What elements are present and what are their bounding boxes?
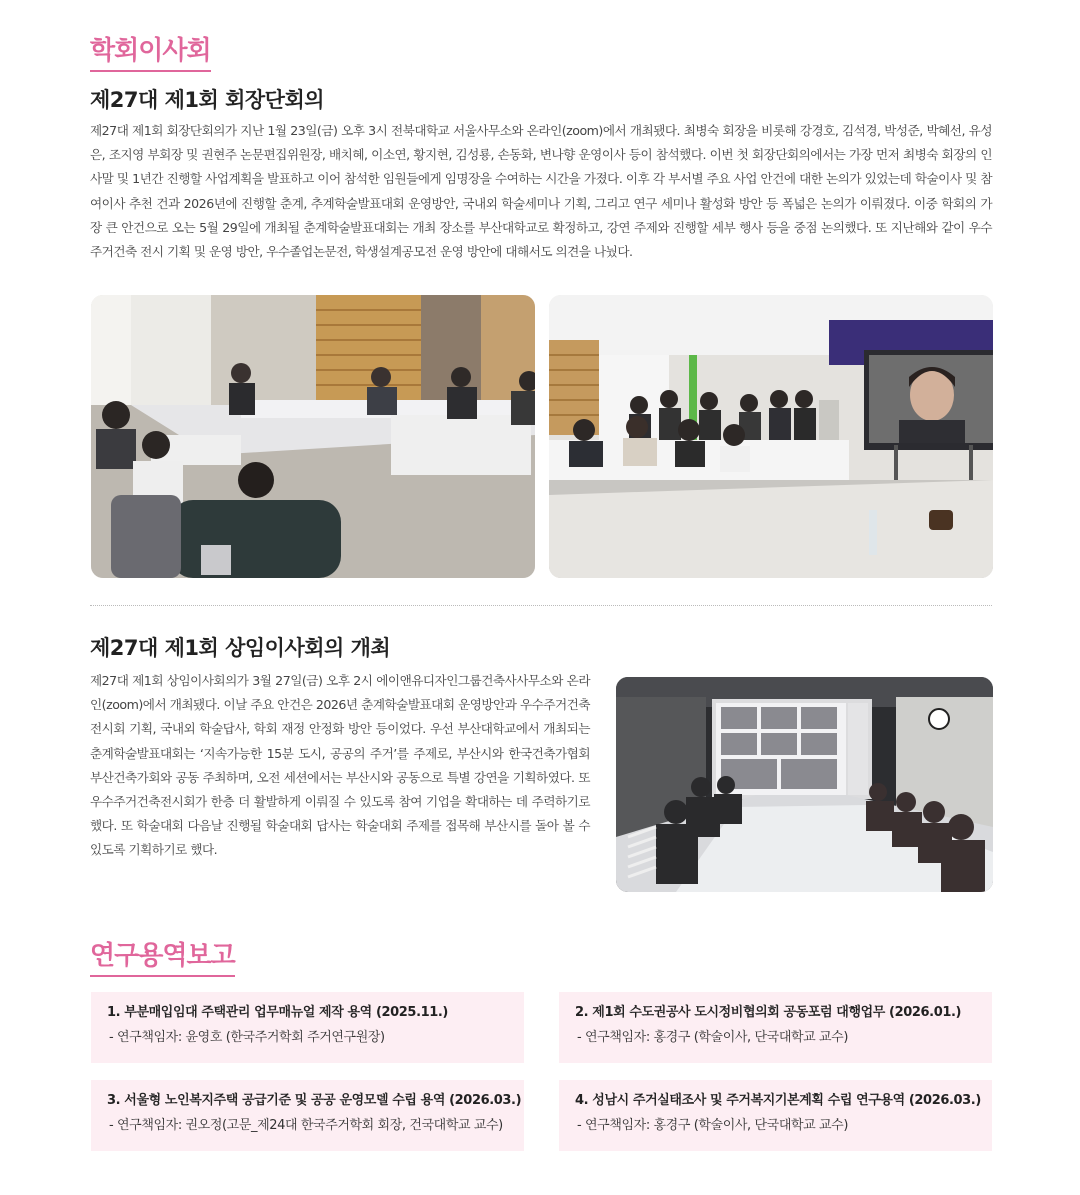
research-item-4 (559, 1080, 992, 1151)
meeting-photo-2 (549, 295, 993, 578)
research-item-3 (91, 1080, 524, 1151)
meeting-photo-1 (91, 295, 535, 578)
article-title-2: 제27대 제1회 상임이사회의 개최 (90, 636, 391, 660)
section-title-research: 연구용역보고 (90, 935, 235, 977)
research-item-manager: - 연구책임자: 권오정(고문_제24대 한국주거학회 회장, 건국대학교 교수) (109, 1118, 503, 1133)
research-item-title: 1. 부분매입임대 주택관리 업무매뉴얼 제작 용역 (2025.11.) (107, 1005, 448, 1020)
article-title-1: 제27대 제1회 회장단회의 (90, 88, 325, 112)
research-item-manager: - 연구책임자: 홍경구 (학술이사, 단국대학교 교수) (577, 1030, 849, 1045)
section-title-board: 학회이사회 (90, 30, 211, 72)
research-item-1 (91, 992, 524, 1063)
research-item-2 (559, 992, 992, 1063)
research-item-manager: - 연구책임자: 윤영호 (한국주거학회 주거연구원장) (109, 1030, 385, 1045)
article-body-1: 제27대 제1회 회장단회의가 지난 1월 23일(금) 오후 3시 전북대학교 서울사무소와 온라인(zoom)에서 개최됐다. 최병숙 회장을 비롯해 강경호, 김석경, 박성준, 박혜선, 유성은, 조지영 부회장 및 권현주 논문편집위원장, 배치혜, 이소연, 황지현, 김성룡, 손동화, 변나향 운영이사 등이 참석했다. 이번 첫 회장단회의에서는 가장 먼저 최병숙 회장의 인사말 및 1년간 진행할 사업계획을 발표하고 이어 참석한 임원들에게 임명장을 수여하는 시간을 가졌다. 이후 각 부서별 주요 사업 안건에 대한 논의가 있었는데 학술이사 및 참여이사 추천 건과 2026년에 진행할 춘계, 추계학술발표대회 운영방안, 국내외 학술세미나 기획, 그리고 연구 세미나 활성화 방안 등 폭넓은 논의가 이뤄졌다. 이중 학회의 가장 큰 안건으로 오는 5월 29일에 개최될 춘계학술발표대회는 개최 장소를 부산대학교로 확정하고, 강연 주제와 진행할 세부 행사 등을 중점 논의했다. 또 지난해와 같이 우수주거건축 전시 기획 및 운영 방안, 우수졸업논문전, 학생설계공모전 운영 방안에 대해서도 의견을 나눴다. (90, 123, 993, 260)
section-divider (90, 605, 992, 606)
article-body-2: 제27대 제1회 상임이사회의가 3월 27일(금) 오후 2시 에이앤유디자인그룹건축사사무소와 온라인(zoom)에서 개최됐다. 이날 주요 안건은 2026년 춘계학술발표대회 운영방안과 우수주거건축전시회 기획, 국내외 학술답사, 학회 재정 안정화 방안 등이었다. 우선 부산대학교에서 개최되는 춘계학술발표대회는 ‘지속가능한 15분 도시, 공공의 주거’를 주제로, 부산시와 한국건축가협회부산건축가회와 공동 주최하며, 오전 세션에서는 부산시와 공동으로 특별 강연을 기획하였다. 또 우수주거건축전시회가 한층 더 활발하게 이뤄질 수 있도록 참여 기업을 확대하는 데 주력하기로 했다. 또 학술대회 다음날 진행될 학술대회 답사는 학술대회 주제를 접목해 부산시를 돌아 볼 수 있도록 기획하기로 했다. (90, 673, 590, 858)
research-item-manager: - 연구책임자: 홍경구 (학술이사, 단국대학교 교수) (577, 1118, 849, 1133)
research-item-title: 4. 성남시 주거실태조사 및 주거복지기본계획 수립 연구용역 (2026.03.) (575, 1093, 981, 1108)
meeting-photo-3 (616, 677, 993, 892)
research-item-title: 3. 서울형 노인복지주택 공급기준 및 공공 운영모델 수립 용역 (2026.03.) (107, 1093, 522, 1108)
research-item-title: 2. 제1회 수도권공사 도시정비협의회 공동포럼 대행업무 (2026.01.) (575, 1005, 962, 1020)
